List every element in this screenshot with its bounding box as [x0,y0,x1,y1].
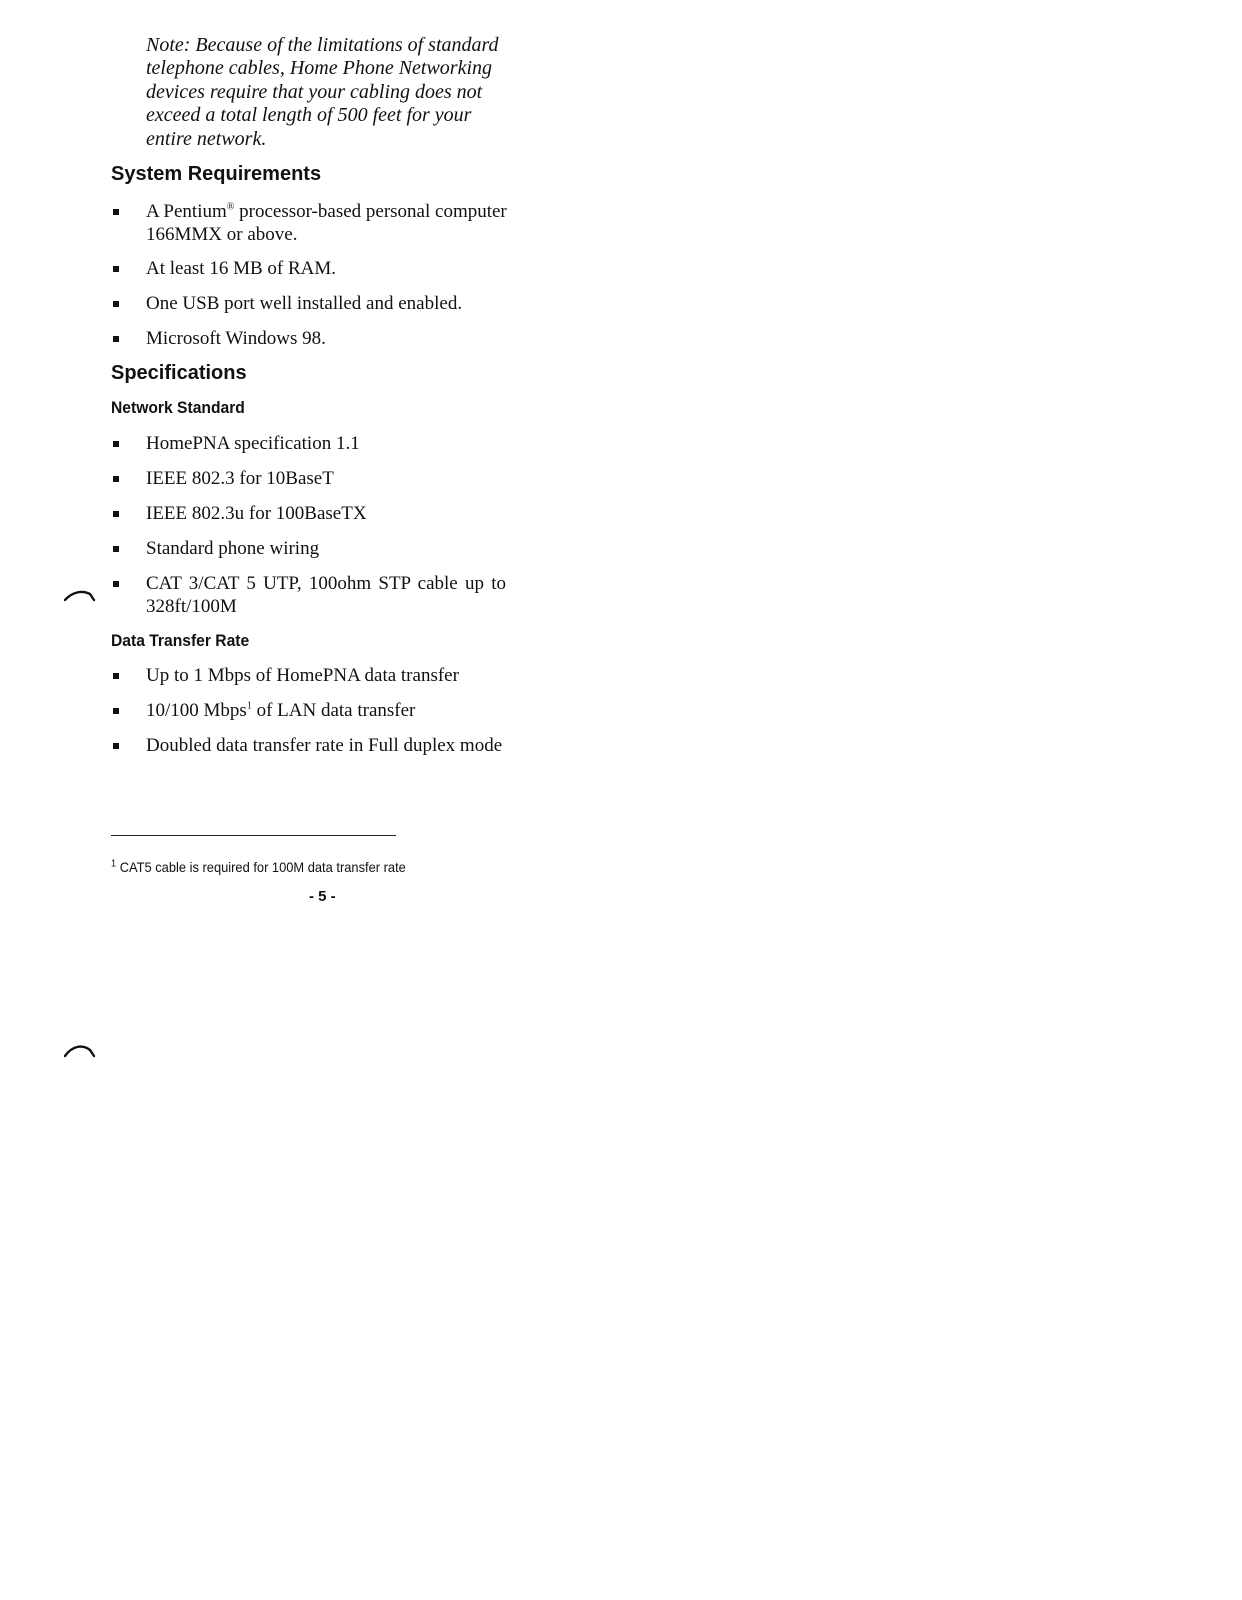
bullet-icon [113,301,119,307]
note-line: exceed a total length of 500 feet for your [146,104,472,127]
list-item [111,327,551,350]
data-transfer-rate-list [111,664,551,757]
footnote-rule [111,835,396,836]
list-item-text: processor-based personal computer 166MMX or above. [146,201,507,245]
note-line: devices require that your cabling does not [146,80,483,103]
list-item-text: HomePNA specification 1.1 [146,433,360,454]
list-item [111,734,551,757]
note-paragraph [146,34,526,151]
note-line: Note: Because of the limitations of standard [146,34,499,56]
bullet-icon [113,441,119,447]
system-requirements-list [111,200,551,350]
list-item [111,292,551,315]
list-item [111,432,551,455]
bullet-icon [113,336,119,342]
list-item-text: Up to 1 Mbps of HomePNA data transfer [146,665,459,686]
list-item-text: IEEE 802.3u for 100BaseTX [146,503,367,524]
footnote-marker: 1 [111,858,117,870]
note-line: entire network. [146,127,267,150]
list-item [111,200,531,246]
bullet-icon [113,546,119,552]
bullet-icon [113,511,119,517]
network-standard-list [111,432,551,618]
list-item [111,257,551,280]
binding-mark-icon [64,588,98,606]
list-item-text: At least 16 MB of RAM. [146,258,336,279]
system-requirements-heading: System Requirements [111,163,322,185]
list-item [111,502,551,525]
list-item-text: Doubled data transfer rate in Full duplex mode [146,735,503,756]
note-line: telephone cables, Home Phone Networking [146,57,493,80]
footnote-reference: 1 [246,700,252,712]
network-standard-heading: Network Standard [111,398,245,417]
list-item-text: One USB port well installed and enabled. [146,293,463,314]
bullet-icon [113,581,119,587]
list-item-text: Standard phone wiring [146,538,320,559]
bullet-icon [113,209,119,215]
bullet-icon [113,743,119,749]
data-transfer-rate-heading: Data Transfer Rate [111,631,250,650]
footnote-text: CAT5 cable is required for 100M data transfer rate [116,859,406,875]
list-item-text: of LAN data transfer [251,700,416,721]
list-item-text: A Pentium [146,201,227,222]
specifications-heading: Specifications [111,362,247,384]
list-item [111,572,506,618]
list-item-text: Microsoft Windows 98. [146,328,326,349]
footnote [111,858,406,876]
page-number: - 5 - [309,888,336,905]
list-item [111,537,551,560]
list-item [111,664,551,687]
list-item [111,467,551,490]
list-item-text: 10/100 Mbps [146,700,247,721]
binding-mark-icon [64,1042,98,1060]
list-item-text: IEEE 802.3 for 10BaseT [146,468,334,489]
list-item [111,699,551,722]
list-item-text: CAT 3/CAT 5 UTP, 100ohm STP cable up to 328ft/100M [146,573,506,617]
bullet-icon [113,266,119,272]
registered-mark: ® [226,201,235,213]
bullet-icon [113,708,119,714]
bullet-icon [113,476,119,482]
bullet-icon [113,673,119,679]
